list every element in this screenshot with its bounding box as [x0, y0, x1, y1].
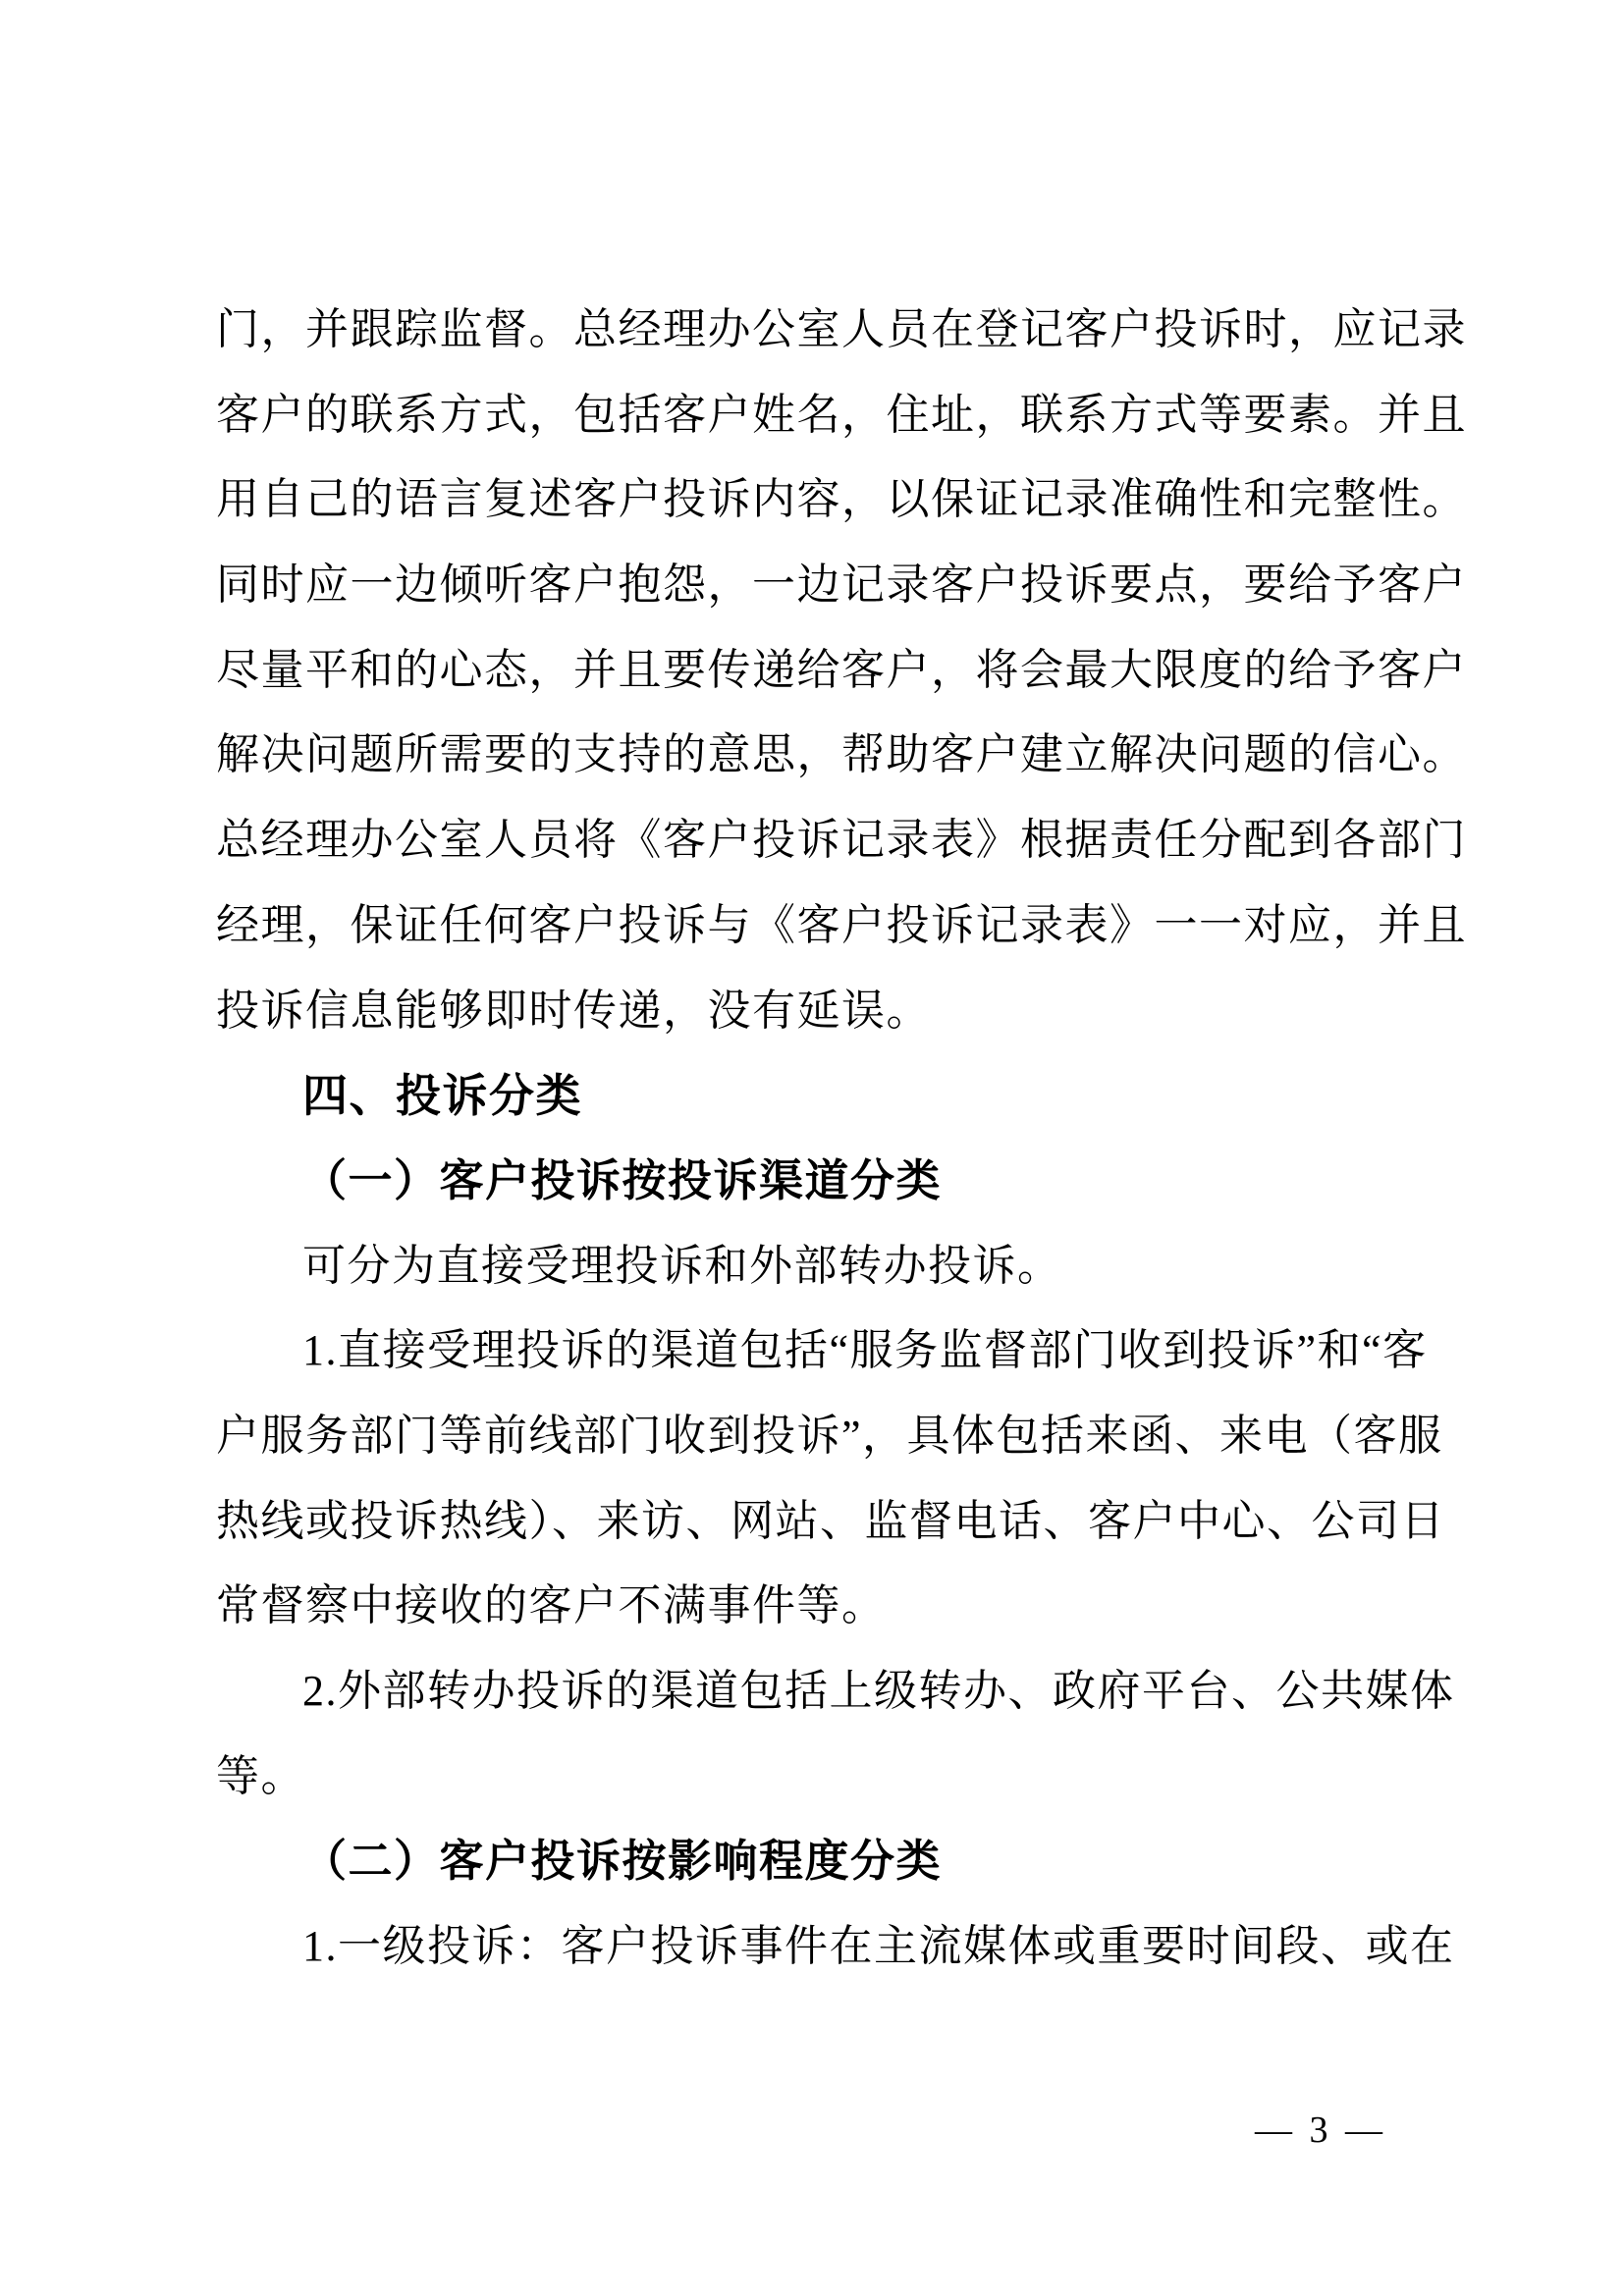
- page-number: — 3 —: [1255, 2109, 1386, 2151]
- text-line: 可分为直接受理投诉和外部转办投诉。: [302, 1241, 1062, 1290]
- text-line: 等。: [216, 1751, 305, 1800]
- text-line: （一）客户投诉按投诉渠道分类: [302, 1155, 943, 1205]
- text-line: 常督察中接收的客户不满事件等。: [216, 1581, 887, 1630]
- text-line: 客户的联系方式，包括客户姓名，住址，联系方式等要素。并且: [216, 390, 1467, 439]
- text-line: 1.一级投诉：客户投诉事件在主流媒体或重要时间段、或在: [302, 1922, 1455, 1971]
- text-line: （二）客户投诉按影响程度分类: [302, 1837, 943, 1887]
- text-line: 尽量平和的心态，并且要传递给客户，将会最大限度的给予客户: [216, 645, 1467, 694]
- text-line: 2.外部转办投诉的渠道包括上级转办、政府平台、公共媒体: [302, 1667, 1455, 1715]
- text-line: 同时应一边倾听客户抱怨，一边记录客户投诉要点，要给予客户: [216, 561, 1467, 610]
- text-block: [216, 288, 1467, 1990]
- text-line: 投诉信息能够即时传递，没有延误。: [216, 986, 931, 1035]
- text-line: 用自己的语言复述客户投诉内容，以保证记录准确性和完整性。: [216, 475, 1467, 524]
- text-line: 总经理办公室人员将《客户投诉记录表》根据责任分配到各部门: [216, 816, 1467, 865]
- text-line: 经理，保证任何客户投诉与《客户投诉记录表》一一对应，并且: [216, 900, 1467, 949]
- text-line: 门，并跟踪监督。总经理办公室人员在登记客户投诉时，应记录: [216, 305, 1467, 353]
- text-line: 1.直接受理投诉的渠道包括“服务监督部门收到投诉”和“客: [302, 1326, 1428, 1375]
- text-line: 户服务部门等前线部门收到投诉”，具体包括来函、来电（客服: [216, 1411, 1443, 1460]
- text-line: 四、投诉分类: [302, 1070, 582, 1122]
- text-line: 解决问题所需要的支持的意思，帮助客户建立解决问题的信心。: [216, 730, 1467, 779]
- text-line: 热线或投诉热线）、来访、网站、监督电话、客户中心、公司日: [216, 1496, 1445, 1545]
